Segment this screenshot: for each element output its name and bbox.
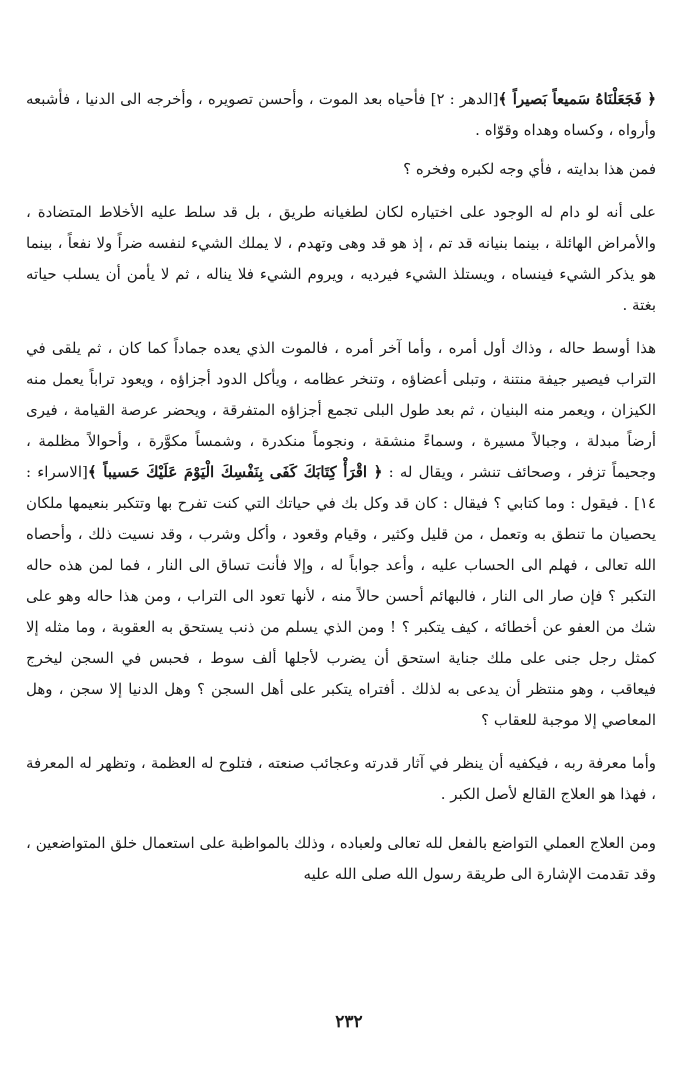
paragraph-5	[26, 748, 656, 810]
paragraph-2	[26, 154, 656, 185]
page-body	[26, 84, 656, 890]
page-number: ٢٣٢	[335, 1012, 363, 1032]
paragraph-3-text: على أنه لو دام له الوجود على اختياره لكان لطغيانه طريق ، بل قد سلط عليه الأخلاط المتضادة ، والأمراض الهائلة ، بينما بنيانه قد تم ، إذ هو قد وهى وتهدم ، لا يملك الشيء لنفسه ضراً ولا نفعاً ، بينما هو يذكر الشيء فينساه ، ويستلذ الشيء فيرديه ، ويروم الشيء فلا يناله ، ثم لا يأمن أن يسلب حياته بغتة .	[26, 203, 656, 314]
paragraph-2-text: فمن هذا بدايته ، فأي وجه لكبره وفخره ؟	[403, 160, 656, 178]
quran-verse-2: ﴿ اقْرَأْ كِتَابَكَ كَفَى بِنَفْسِكَ الْيَوْمَ عَلَيْكَ حَسيباً ﴾	[87, 463, 383, 481]
paragraph-6-text: ومن العلاج العملي التواضع بالفعل لله تعالى ولعباده ، وذلك بالمواظبة على استعمال خلق المتواضعين ، وقد تقدمت الإشارة الى طريقة رسول الله صلى الله عليه	[26, 834, 656, 883]
paragraph-4-text: هذا أوسط حاله ، وذاك أول أمره ، وأما آخر أمره ، فالموت الذي يعده جماداً كما كان ، ثم يلقى في التراب فيصير جيفة منتنة ، وتبلى أعضاؤه ، وتنخر عظامه ، ويأكل الدود أجزاؤه ، ويعود تراباً يعمل منه الكيزان ، ويعمر منه البنيان ، ثم بعد طول البلى تجمع أجزاؤه المتفرقة ، ويحضر عرصة القيامة ، فيرى أرضاً مبدلة ، وجبالاً مسيرة ، وسماءً منشقة ، ونجوماً منكدرة ، وشمساً مكوَّرة ، وأحوالاً مظلمة ، وجحيماً تزفر ، وصحائف تنشر ، ويقال له :	[26, 339, 656, 481]
paragraph-4	[26, 333, 656, 736]
quran-verse-1: ﴿ فَجَعَلْنَاهُ سَميعاً بَصيراً ﴾	[498, 90, 656, 108]
paragraph-5-text: وأما معرفة ربه ، فيكفيه أن ينظر في آثار قدرته وعجائب صنعته ، فتلوح له العظمة ، وتظهر له المعرفة ، فهذا هو العلاج القالع لأصل الكبر .	[26, 754, 656, 803]
paragraph-6	[26, 828, 656, 890]
paragraph-1	[26, 84, 656, 146]
paragraph-4-text-after: [الاسراء : ١٤] . فيقول : وما كتابي ؟ فيقال : كان قد وكل بك في حياتك التي كنت تفرح بها وتتكبر بنعيمها ملكان يحصيان ما تنطق به وتعمل ، من قليل وكثير ، وقيام وقعود ، وأكل وشرب ، وقد نسيت ذلك ، وأحصاه الله تعالى ، فهلم الى الحساب عليه ، وأعد جواباً له ، وإلا فأنت تساق الى النار ، فما لمن هذه حاله التكبر ؟ فإن صار الى النار ، فالبهائم أحسن حالاً منه ، لأنها تعود الى التراب ، ومن هذا حاله وهو على شك من العفو عن أخطائه ، كيف يتكبر ؟ ! ومن الذي يسلم من ذنب يستحق به العقوبة ، وما مثله إلا كمثل رجل جنى على ملك جناية استحق أن يضرب لأجلها ألف سوط ، فحبس في السجن ليخرج فيعاقب ، وهو منتظر أن يدعى به لذلك . أفتراه يتكبر على أهل السجن ؟ وهل الدنيا إلا سجن ، وهل المعاصي إلا موجبة للعقاب ؟	[26, 463, 656, 729]
paragraph-1-text: [الدهر : ٢] فأحياه بعد الموت ، وأحسن تصويره ، وأخرجه الى الدنيا ، فأشبعه وأرواه ، وكساه وهداه وقوّاه .	[26, 90, 656, 139]
paragraph-3	[26, 197, 656, 321]
